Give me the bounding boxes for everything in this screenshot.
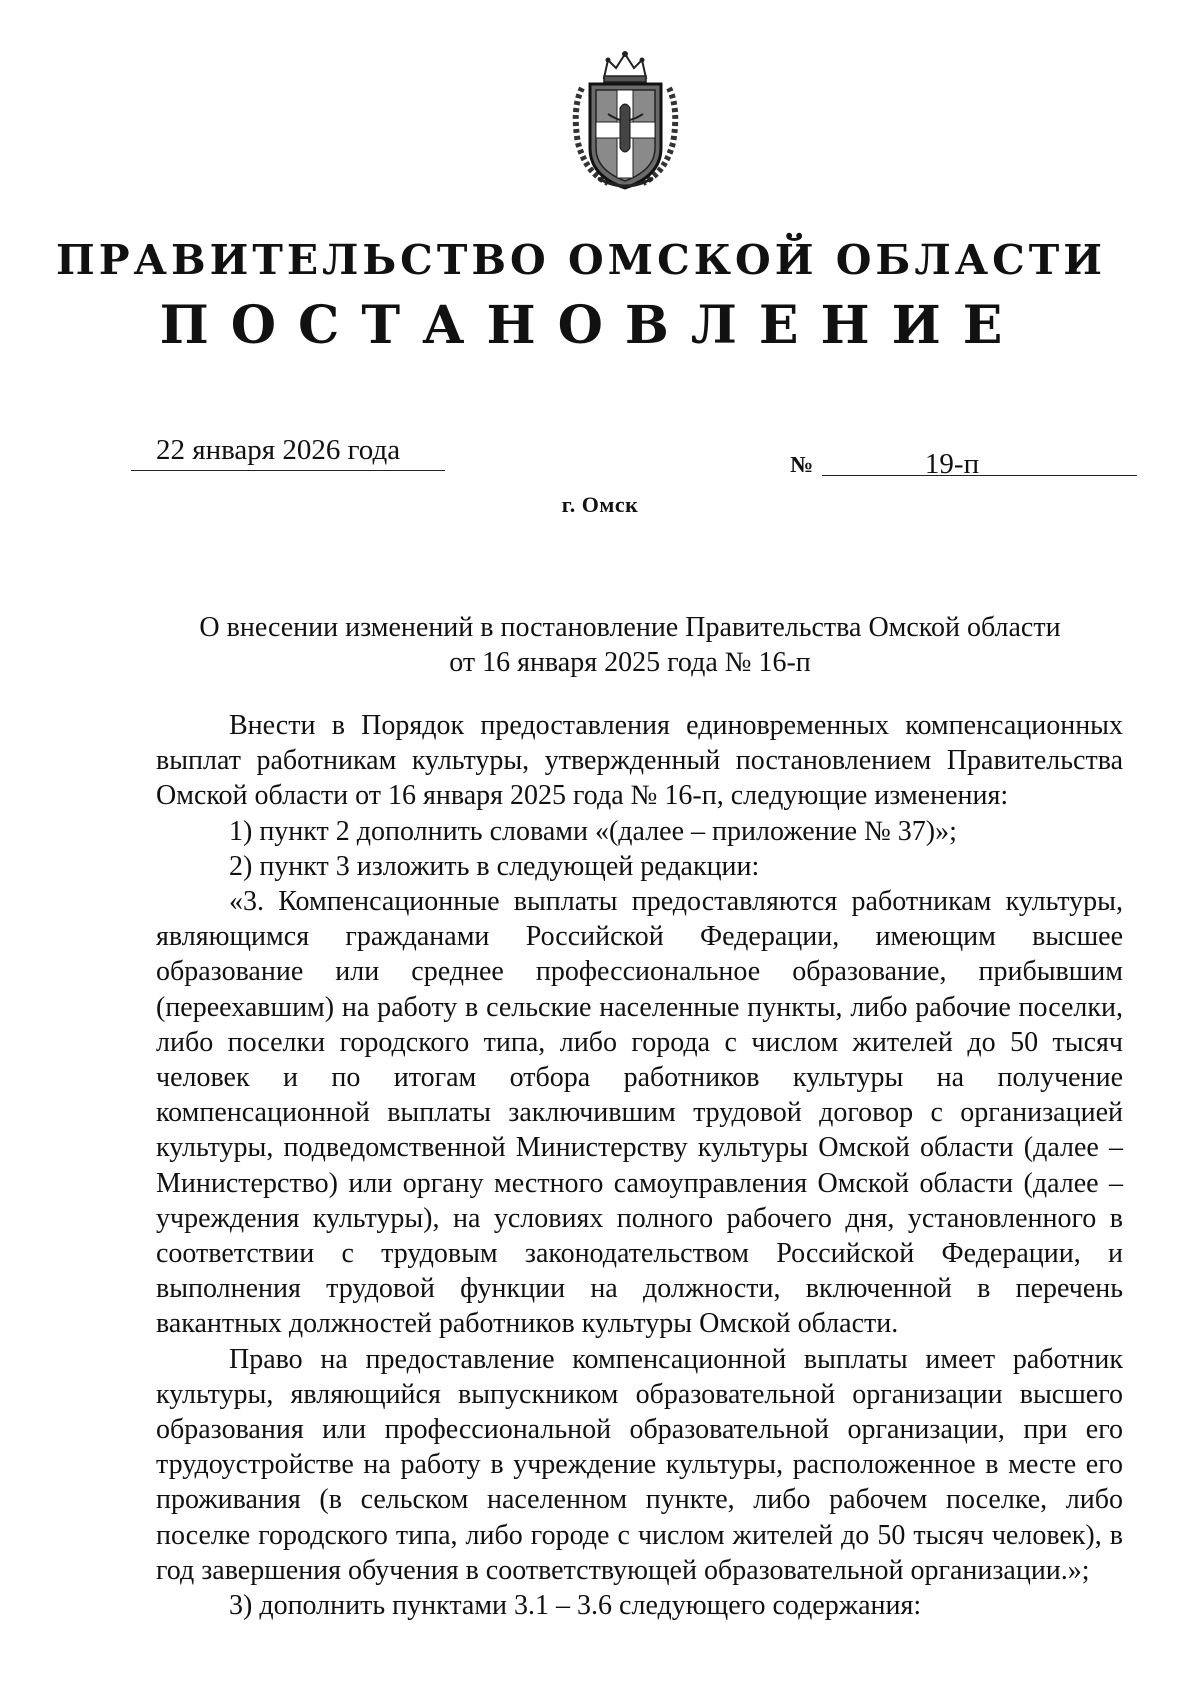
number-underline bbox=[822, 475, 1137, 476]
document-date: 22 января 2026 года bbox=[156, 434, 401, 466]
document-subject bbox=[180, 610, 1080, 680]
number-sign: № bbox=[790, 452, 814, 477]
body-paragraph-item-1: 1) пункт 2 дополнить словами «(далее – приложение № 37)»; bbox=[229, 815, 957, 847]
date-underline bbox=[131, 470, 445, 471]
document-city: г. Омск bbox=[561, 492, 639, 517]
body-paragraph-item-2: 2) пункт 3 изложить в следующей редакции: bbox=[229, 850, 760, 882]
document-type-heading: ПОСТАНОВЛЕНИЕ bbox=[159, 295, 1025, 356]
document-number: 19-п bbox=[924, 448, 980, 480]
body-paragraph-right-to-payment: Право на предоставление компенсационной выплаты имеет работник культуры, являющийся выпускником образовательной организации высшего образования или профессиональной образовательной организации, при его трудоустройстве на работу в учреждение культуры, расположенное в месте его проживания (в сельском населенном пункте, либо рабочем поселке, либо поселке городского типа, либо городе с числом жителей до 50 тысяч человек), в год завершения обучения в соответствующей образовательной организации.»; bbox=[156, 1343, 1123, 1586]
body-paragraph-item-3: 3) дополнить пунктами 3.1 – 3.6 следующего содержания: bbox=[229, 1590, 922, 1622]
coat-of-arms-icon bbox=[568, 48, 683, 193]
subject-line-2: от 16 января 2025 года № 16-п bbox=[449, 647, 811, 678]
document-body bbox=[156, 708, 1123, 1623]
body-paragraph-intro: Внести в Порядок предоставления единовременных компенсационных выплат работникам культуры, утвержденный постановлением Правительства Омской области от 16 января 2025 года № 16-п, следующие изменения: bbox=[156, 710, 1123, 812]
organization-title: ПРАВИТЕЛЬСТВО ОМСКОЙ ОБЛАСТИ bbox=[56, 236, 1106, 284]
body-paragraph-clause-3: «3. Компенсационные выплаты предоставляются работникам культуры, являющимся гражданами Российской Федерации, имеющим высшее образование или среднее профессиональное образование, прибывшим (переехавшим) на работу в сельские населенные пункты, либо рабочие поселки, либо поселки городского типа, либо города с числом жителей до 50 тысяч человек и по итогам отбора работников культуры на получение компенсационной выплаты заключившим трудовой договор с организацией культуры, подведомственной Министерству культуры Омской области (далее – Министерство) или органу местного самоуправления Омской области (далее – учреждения культуры), на условиях полного рабочего дня, установленного в соответствии с трудовым законодательством Российской Федерации, и выполнения трудовой функции на должности, включенной в перечень вакантных должностей работников культуры Омской области. bbox=[156, 886, 1123, 1340]
subject-line-1: О внесении изменений в постановление Правительства Омской области bbox=[199, 612, 1061, 643]
